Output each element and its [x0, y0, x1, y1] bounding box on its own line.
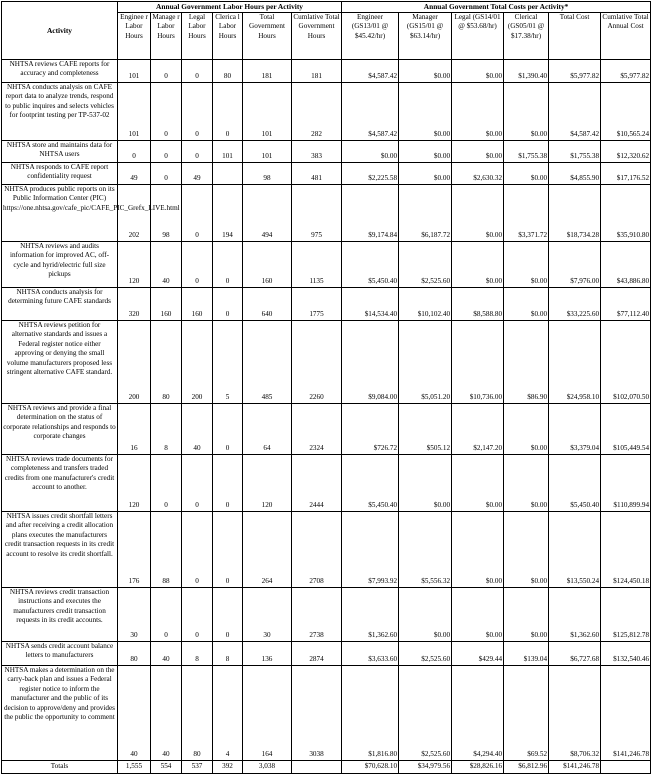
hours-cell: 0	[182, 587, 213, 641]
hours-cell: 80	[182, 665, 213, 760]
hours-cell: 494	[243, 184, 292, 241]
activity-header: Activity	[2, 2, 118, 60]
hours-group-header: Annual Government Labor Hours per Activity	[118, 2, 342, 13]
group-header-row	[2, 2, 651, 13]
hours-cell: 975	[292, 184, 342, 241]
cost-cell: $0.00	[452, 511, 504, 587]
column-header: Cumlative Total Government Hours	[292, 12, 342, 59]
table-row	[2, 241, 651, 287]
cost-cell: $0.00	[452, 184, 504, 241]
table-row	[2, 665, 651, 760]
cost-cell: $3,379.04	[549, 403, 601, 454]
cost-cell: $33,225.60	[549, 287, 601, 320]
table-row	[2, 320, 651, 403]
cost-cell: $0.00	[399, 140, 452, 162]
column-header: Engineer (GS13/01 @ $45.42/hr)	[342, 12, 399, 59]
cost-cell: $105,449.54	[601, 403, 651, 454]
hours-cell: 101	[213, 140, 243, 162]
hours-cell: 136	[243, 641, 292, 665]
hours-cell: 101	[118, 82, 151, 140]
cost-cell: $4,587.42	[342, 82, 399, 140]
hours-cell: 8	[182, 641, 213, 665]
hours-cell: 120	[243, 454, 292, 511]
hours-cell: 0	[213, 287, 243, 320]
hours-cell: 0	[213, 454, 243, 511]
cost-cell: $0.00	[452, 59, 504, 82]
cost-cell: $0.00	[452, 140, 504, 162]
hours-cell: 2260	[292, 320, 342, 403]
hours-cell: 3038	[292, 665, 342, 760]
table-row	[2, 403, 651, 454]
costs-group-header: Annual Government Total Costs per Activity*	[342, 2, 651, 13]
cost-cell: $102,070.50	[601, 320, 651, 403]
hours-cell: 49	[118, 162, 151, 184]
hours-cell: 176	[118, 511, 151, 587]
table-row	[2, 587, 651, 641]
cost-cell: $13,550.24	[549, 511, 601, 587]
activity-cell: NHTSA issues credit shortfall letters and after receiving a credit allocation plans executes the manufacturers credit transaction requests in its credit account to resolve its credit shortfall.	[2, 511, 118, 587]
table-row	[2, 511, 651, 587]
cost-cell: $10,736.00	[452, 320, 504, 403]
cost-cell: $4,587.42	[549, 82, 601, 140]
hours-cell: 0	[118, 140, 151, 162]
cost-cell: $0.00	[399, 454, 452, 511]
cost-cell: $17,176.52	[601, 162, 651, 184]
cost-cell: $4,294.40	[452, 665, 504, 760]
cost-cell: $124,450.18	[601, 511, 651, 587]
totals-cell: $141,246.78	[549, 760, 601, 773]
hours-cell: 120	[118, 454, 151, 511]
cost-cell: $5,977.82	[601, 59, 651, 82]
table-row	[2, 82, 651, 140]
activity-cell: NHTSA reviews petition for alternative standards and issues a Federal register notice either approving or denying the small volume manufacturers proposed less stringent alternative CAFE standard.	[2, 320, 118, 403]
hours-cell	[213, 162, 243, 184]
table-row	[2, 287, 651, 320]
hours-cell: 0	[182, 59, 213, 82]
column-header: Manager (GS15/01 @ $63.14/hr)	[399, 12, 452, 59]
hours-cell: 181	[292, 59, 342, 82]
hours-cell: 160	[151, 287, 182, 320]
hours-cell: 0	[182, 140, 213, 162]
hours-cell: 8	[213, 641, 243, 665]
hours-cell: 485	[243, 320, 292, 403]
cost-cell: $139.04	[504, 641, 549, 665]
hours-cell: 120	[118, 241, 151, 287]
column-header: Legal Labor Hours	[182, 12, 213, 59]
cost-cell: $0.00	[399, 162, 452, 184]
hours-cell: 320	[118, 287, 151, 320]
table-body	[2, 59, 651, 760]
cost-cell: $0.00	[504, 403, 549, 454]
cost-cell: $1,390.40	[504, 59, 549, 82]
cost-cell: $14,534.40	[342, 287, 399, 320]
cost-cell: $0.00	[504, 241, 549, 287]
hours-cell: 30	[243, 587, 292, 641]
hours-cell: 0	[182, 82, 213, 140]
cost-cell: $1,755.38	[549, 140, 601, 162]
cost-cell: $0.00	[504, 162, 549, 184]
column-header: Legal (GS14/01 @ $53.68/hr)	[452, 12, 504, 59]
cost-cell: $5,450.40	[549, 454, 601, 511]
hours-cell: 202	[118, 184, 151, 241]
hours-cell: 16	[118, 403, 151, 454]
totals-cell	[601, 760, 651, 773]
activity-cell: NHTSA sends credit account balance letters to manufacturers	[2, 641, 118, 665]
totals-cell	[292, 760, 342, 773]
cost-cell: $10,565.24	[601, 82, 651, 140]
column-header: Clerical (GS05/01 @ $17.38/hr)	[504, 12, 549, 59]
cost-cell: $0.00	[342, 140, 399, 162]
hours-cell: 2444	[292, 454, 342, 511]
cost-cell: $0.00	[452, 241, 504, 287]
cost-cell: $0.00	[504, 454, 549, 511]
cost-cell: $726.72	[342, 403, 399, 454]
labor-cost-table	[1, 1, 651, 774]
hours-cell: 88	[151, 511, 182, 587]
activity-cell: NHTSA conducts analysis on CAFE report data to analyze trends, respond to public inquires and selects vehicles for footprint testing per TP-537-02	[2, 82, 118, 140]
hours-cell: 640	[243, 287, 292, 320]
hours-cell: 1135	[292, 241, 342, 287]
activity-cell: NHTSA reviews credit transaction instructions and executes the manufacturers credit transaction requests in its credit accounts.	[2, 587, 118, 641]
cost-cell: $2,147.20	[452, 403, 504, 454]
cost-cell: $2,525.60	[399, 665, 452, 760]
cost-cell: $2,225.58	[342, 162, 399, 184]
cost-cell: $0.00	[452, 82, 504, 140]
cost-cell: $69.52	[504, 665, 549, 760]
cost-cell: $6,187.72	[399, 184, 452, 241]
cost-cell: $5,450.40	[342, 454, 399, 511]
cost-cell: $4,855.90	[549, 162, 601, 184]
cost-cell: $0.00	[399, 587, 452, 641]
hours-cell: 0	[213, 403, 243, 454]
cost-cell: $8,588.80	[452, 287, 504, 320]
column-header: Cumlative Total Annual Cost	[601, 12, 651, 59]
hours-cell: 0	[151, 82, 182, 140]
cost-cell: $2,630.32	[452, 162, 504, 184]
hours-cell: 0	[213, 82, 243, 140]
cost-cell: $0.00	[504, 587, 549, 641]
cost-cell: $9,174.84	[342, 184, 399, 241]
hours-cell: 164	[243, 665, 292, 760]
column-header: Total Cost	[549, 12, 601, 59]
cost-cell: $0.00	[504, 511, 549, 587]
cost-cell: $1,362.60	[342, 587, 399, 641]
hours-cell: 0	[182, 454, 213, 511]
activity-cell: NHTSA reviews and provide a final determination on the status of corporate relationships and responds to corporate changes	[2, 403, 118, 454]
hours-cell: 200	[182, 320, 213, 403]
activity-cell: NHTSA reviews trade documents for completeness and transfers traded credits from one manufacturer's credit account to another.	[2, 454, 118, 511]
hours-cell: 40	[151, 641, 182, 665]
activity-cell: NHTSA reviews CAFE reports for accuracy and completeness	[2, 59, 118, 82]
table-row	[2, 140, 651, 162]
hours-cell: 2324	[292, 403, 342, 454]
hours-cell: 2708	[292, 511, 342, 587]
cost-cell: $1,362.60	[549, 587, 601, 641]
totals-cell: 1,555	[118, 760, 151, 773]
cost-cell: $0.00	[452, 454, 504, 511]
cost-cell: $5,556.32	[399, 511, 452, 587]
cost-cell: $6,727.68	[549, 641, 601, 665]
hours-cell: 160	[243, 241, 292, 287]
cost-cell: $429.44	[452, 641, 504, 665]
hours-cell: 30	[118, 587, 151, 641]
cost-cell: $12,320.62	[601, 140, 651, 162]
cost-cell: $10,102.40	[399, 287, 452, 320]
cost-cell: $125,812.78	[601, 587, 651, 641]
hours-cell: 49	[182, 162, 213, 184]
cost-cell: $5,450.40	[342, 241, 399, 287]
hours-cell: 98	[243, 162, 292, 184]
hours-cell: 264	[243, 511, 292, 587]
hours-cell: 0	[151, 587, 182, 641]
hours-cell: 5	[213, 320, 243, 403]
cost-cell: $18,734.28	[549, 184, 601, 241]
totals-cell: $34,979.56	[399, 760, 452, 773]
column-header: Manage r Labor Hours	[151, 12, 182, 59]
activity-cell: NHTSA produces public reports on its Public Information Center (PIC) https://one.nhtsa.gov/cafe_pic/CAFE_PIC_Grefx_LIVE.html	[2, 184, 118, 241]
hours-cell: 0	[213, 241, 243, 287]
hours-cell: 80	[151, 320, 182, 403]
hours-cell: 101	[243, 140, 292, 162]
totals-cell: 392	[213, 760, 243, 773]
cost-cell: $8,706.32	[549, 665, 601, 760]
hours-cell: 282	[292, 82, 342, 140]
cost-cell: $7,993.92	[342, 511, 399, 587]
cost-cell: $505.12	[399, 403, 452, 454]
column-header: Enginee r Labor Hours	[118, 12, 151, 59]
hours-cell: 200	[118, 320, 151, 403]
hours-cell: 8	[151, 403, 182, 454]
hours-cell: 1775	[292, 287, 342, 320]
hours-cell: 40	[151, 665, 182, 760]
totals-cell: $28,826.16	[452, 760, 504, 773]
cost-cell: $3,371.72	[504, 184, 549, 241]
hours-cell: 2874	[292, 641, 342, 665]
hours-cell: 0	[151, 454, 182, 511]
cost-cell: $5,051.20	[399, 320, 452, 403]
column-header: Total Government Hours	[243, 12, 292, 59]
table-row	[2, 454, 651, 511]
hours-cell: 80	[118, 641, 151, 665]
hours-cell: 101	[118, 59, 151, 82]
cost-cell: $141,246.78	[601, 665, 651, 760]
hours-cell: 101	[243, 82, 292, 140]
cost-cell: $0.00	[452, 587, 504, 641]
cost-cell: $3,633.60	[342, 641, 399, 665]
totals-cell: 537	[182, 760, 213, 773]
cost-cell: $0.00	[399, 82, 452, 140]
hours-cell: 40	[151, 241, 182, 287]
hours-cell: 383	[292, 140, 342, 162]
totals-label: Totals	[2, 760, 118, 773]
table-row	[2, 641, 651, 665]
hours-cell: 98	[151, 184, 182, 241]
hours-cell: 0	[213, 587, 243, 641]
hours-cell: 2738	[292, 587, 342, 641]
hours-cell: 0	[151, 140, 182, 162]
hours-cell: 181	[243, 59, 292, 82]
hours-cell: 481	[292, 162, 342, 184]
activity-cell: NHTSA conducts analysis for determining future CAFE standards	[2, 287, 118, 320]
cost-cell: $77,112.40	[601, 287, 651, 320]
cost-cell: $132,540.46	[601, 641, 651, 665]
cost-cell: $24,958.10	[549, 320, 601, 403]
column-header: Clerica l Labor Hours	[213, 12, 243, 59]
cost-cell: $110,899.94	[601, 454, 651, 511]
activity-cell: NHTSA reviews and audits information for improved AC, off-cycle and hyrid/electric full size pickups	[2, 241, 118, 287]
cost-cell: $9,084.00	[342, 320, 399, 403]
hours-cell: 0	[182, 241, 213, 287]
totals-cell: $6,812.96	[504, 760, 549, 773]
activity-cell: NHTSA responds to CAFE report confidentiality request	[2, 162, 118, 184]
hours-cell: 0	[213, 511, 243, 587]
hours-cell: 0	[182, 511, 213, 587]
totals-row	[2, 760, 651, 773]
cost-cell: $1,816.80	[342, 665, 399, 760]
cost-cell: $43,886.80	[601, 241, 651, 287]
cost-cell: $86.90	[504, 320, 549, 403]
cost-cell: $0.00	[399, 59, 452, 82]
hours-cell: 0	[151, 59, 182, 82]
cost-cell: $5,977.82	[549, 59, 601, 82]
cost-cell: $35,910.80	[601, 184, 651, 241]
cost-cell: $0.00	[504, 82, 549, 140]
hours-cell: 80	[213, 59, 243, 82]
cost-cell: $1,755.38	[504, 140, 549, 162]
totals-cell: $70,628.10	[342, 760, 399, 773]
cost-cell: $0.00	[504, 287, 549, 320]
cost-cell: $2,525.60	[399, 241, 452, 287]
table-row	[2, 184, 651, 241]
hours-cell: 194	[213, 184, 243, 241]
totals-cell: 3,038	[243, 760, 292, 773]
table-row	[2, 59, 651, 82]
hours-cell: 4	[213, 665, 243, 760]
hours-cell: 40	[118, 665, 151, 760]
table-row	[2, 162, 651, 184]
hours-cell: 40	[182, 403, 213, 454]
hours-cell: 0	[182, 184, 213, 241]
hours-cell: 0	[151, 162, 182, 184]
activity-cell: NHTSA store and maintains data for NHTSA users	[2, 140, 118, 162]
hours-cell: 160	[182, 287, 213, 320]
cost-cell: $2,525.60	[399, 641, 452, 665]
totals-cell: 554	[151, 760, 182, 773]
cost-cell: $7,976.00	[549, 241, 601, 287]
hours-cell: 64	[243, 403, 292, 454]
activity-cell: NHTSA makes a determination on the carry-back plan and issues a Federal register notice to inform the manufacturer and the public of its decision to approve/deny and provides the public the opportunity to comment	[2, 665, 118, 760]
cost-cell: $4,587.42	[342, 59, 399, 82]
